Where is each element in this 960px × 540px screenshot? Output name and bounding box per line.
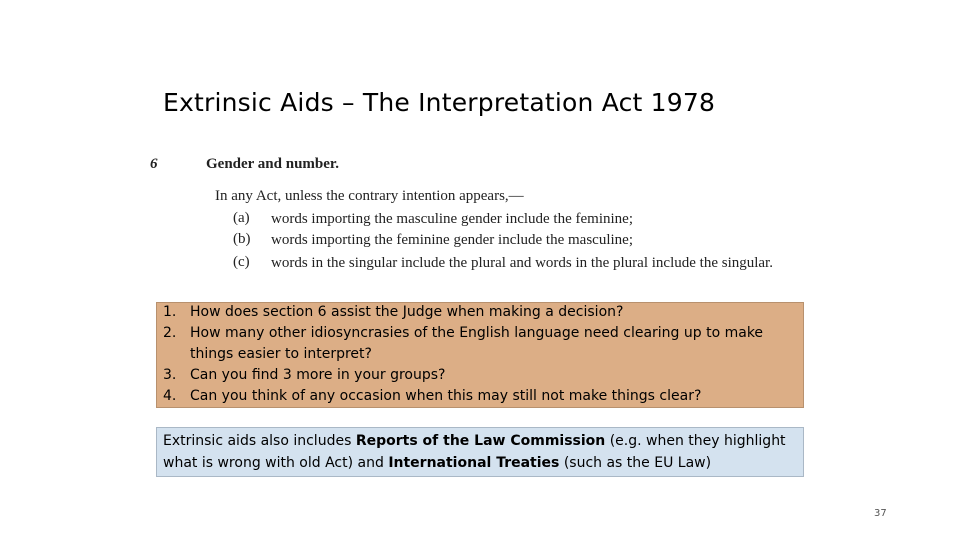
clause-label: (b) xyxy=(233,231,251,247)
question-item xyxy=(163,365,793,386)
question-text: Can you find 3 more in your groups? xyxy=(190,367,446,383)
question-number: 1. xyxy=(163,304,177,320)
info-box xyxy=(156,427,804,477)
question-text: Can you think of any occasion when this may still not make things clear? xyxy=(190,388,702,404)
section-number: 6 xyxy=(150,156,158,172)
question-text: How does section 6 assist the Judge when making a decision? xyxy=(190,304,624,320)
question-item xyxy=(163,302,793,323)
questions-box xyxy=(156,302,804,408)
info-text: (e.g. when they highlight what is wrong with old Act) and xyxy=(163,433,786,471)
clause-text: words importing the feminine gender include the masculine; xyxy=(271,232,633,248)
section-heading: Gender and number. xyxy=(206,156,339,172)
page-number: 37 xyxy=(874,508,887,519)
info-text: Extrinsic aids also includes xyxy=(163,433,356,449)
section-intro: In any Act, unless the contrary intention appears,— xyxy=(215,188,524,204)
info-bold-treaties: International Treaties xyxy=(388,455,560,471)
clause-label: (c) xyxy=(233,254,250,270)
info-bold-law-commission: Reports of the Law Commission xyxy=(355,433,606,449)
slide-title: Extrinsic Aids – The Interpretation Act 1978 xyxy=(163,88,716,117)
questions-list xyxy=(163,302,793,407)
statute-excerpt-image xyxy=(148,154,808,294)
question-item xyxy=(163,323,793,365)
question-text: How many other idiosyncrasies of the English language need clearing up to make things easier to interpret? xyxy=(190,325,764,362)
clause-text: words in the singular include the plural and words in the plural include the singular. xyxy=(271,255,773,271)
question-number: 3. xyxy=(163,367,177,383)
info-text: (such as the EU Law) xyxy=(559,455,712,471)
question-item xyxy=(163,386,793,407)
question-number: 4. xyxy=(163,388,177,404)
clause-text: words importing the masculine gender include the feminine; xyxy=(271,211,633,227)
clause-label: (a) xyxy=(233,210,250,226)
question-number: 2. xyxy=(163,325,177,341)
